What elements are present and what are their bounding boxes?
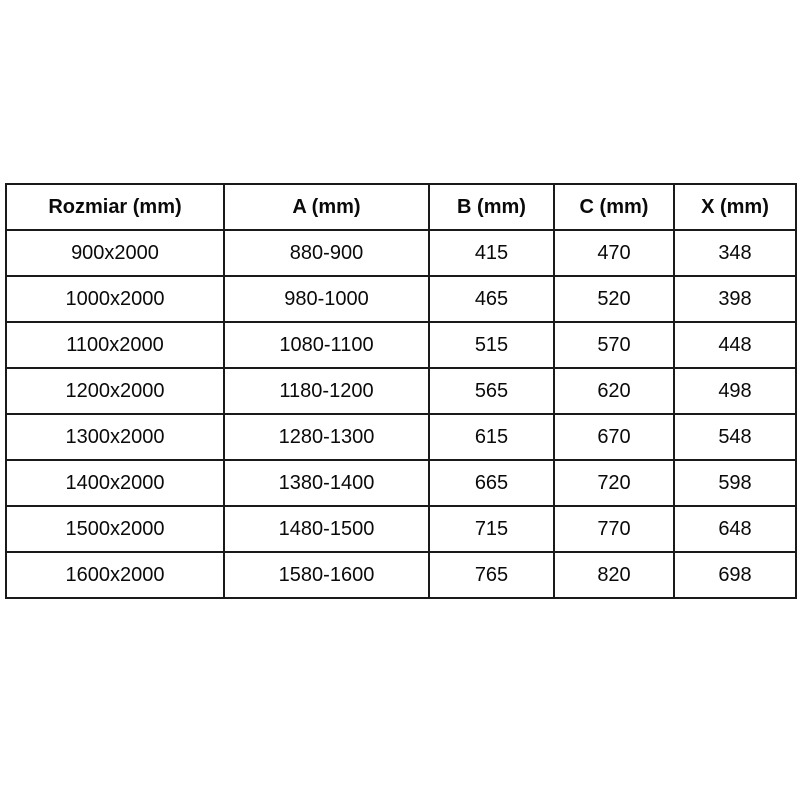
cell-a: 1080-1100	[224, 322, 429, 368]
cell-c: 720	[554, 460, 674, 506]
table-row	[6, 414, 796, 460]
table-row	[6, 230, 796, 276]
table-row	[6, 322, 796, 368]
column-header-x: X (mm)	[674, 184, 796, 230]
cell-b: 415	[429, 230, 554, 276]
cell-rozmiar: 1400x2000	[6, 460, 224, 506]
cell-a: 1280-1300	[224, 414, 429, 460]
cell-b: 765	[429, 552, 554, 598]
cell-x: 698	[674, 552, 796, 598]
cell-x: 398	[674, 276, 796, 322]
cell-rozmiar: 1200x2000	[6, 368, 224, 414]
cell-rozmiar: 1300x2000	[6, 414, 224, 460]
column-header-a: A (mm)	[224, 184, 429, 230]
cell-x: 348	[674, 230, 796, 276]
cell-a: 1580-1600	[224, 552, 429, 598]
table-row	[6, 460, 796, 506]
cell-c: 570	[554, 322, 674, 368]
cell-rozmiar: 1000x2000	[6, 276, 224, 322]
table-row	[6, 506, 796, 552]
cell-rozmiar: 1500x2000	[6, 506, 224, 552]
cell-rozmiar: 900x2000	[6, 230, 224, 276]
cell-b: 715	[429, 506, 554, 552]
cell-a: 880-900	[224, 230, 429, 276]
cell-c: 770	[554, 506, 674, 552]
cell-c: 520	[554, 276, 674, 322]
cell-c: 620	[554, 368, 674, 414]
cell-x: 648	[674, 506, 796, 552]
table-header-row	[6, 184, 796, 230]
cell-x: 598	[674, 460, 796, 506]
cell-b: 515	[429, 322, 554, 368]
cell-c: 820	[554, 552, 674, 598]
cell-a: 980-1000	[224, 276, 429, 322]
size-dimensions-table	[5, 183, 797, 599]
cell-c: 670	[554, 414, 674, 460]
cell-rozmiar: 1100x2000	[6, 322, 224, 368]
cell-a: 1380-1400	[224, 460, 429, 506]
cell-b: 465	[429, 276, 554, 322]
cell-x: 548	[674, 414, 796, 460]
table-row	[6, 276, 796, 322]
cell-x: 448	[674, 322, 796, 368]
cell-a: 1180-1200	[224, 368, 429, 414]
cell-b: 665	[429, 460, 554, 506]
cell-b: 615	[429, 414, 554, 460]
column-header-b: B (mm)	[429, 184, 554, 230]
cell-a: 1480-1500	[224, 506, 429, 552]
column-header-rozmiar: Rozmiar (mm)	[6, 184, 224, 230]
table-row	[6, 552, 796, 598]
cell-b: 565	[429, 368, 554, 414]
cell-rozmiar: 1600x2000	[6, 552, 224, 598]
cell-c: 470	[554, 230, 674, 276]
column-header-c: C (mm)	[554, 184, 674, 230]
table-row	[6, 368, 796, 414]
cell-x: 498	[674, 368, 796, 414]
